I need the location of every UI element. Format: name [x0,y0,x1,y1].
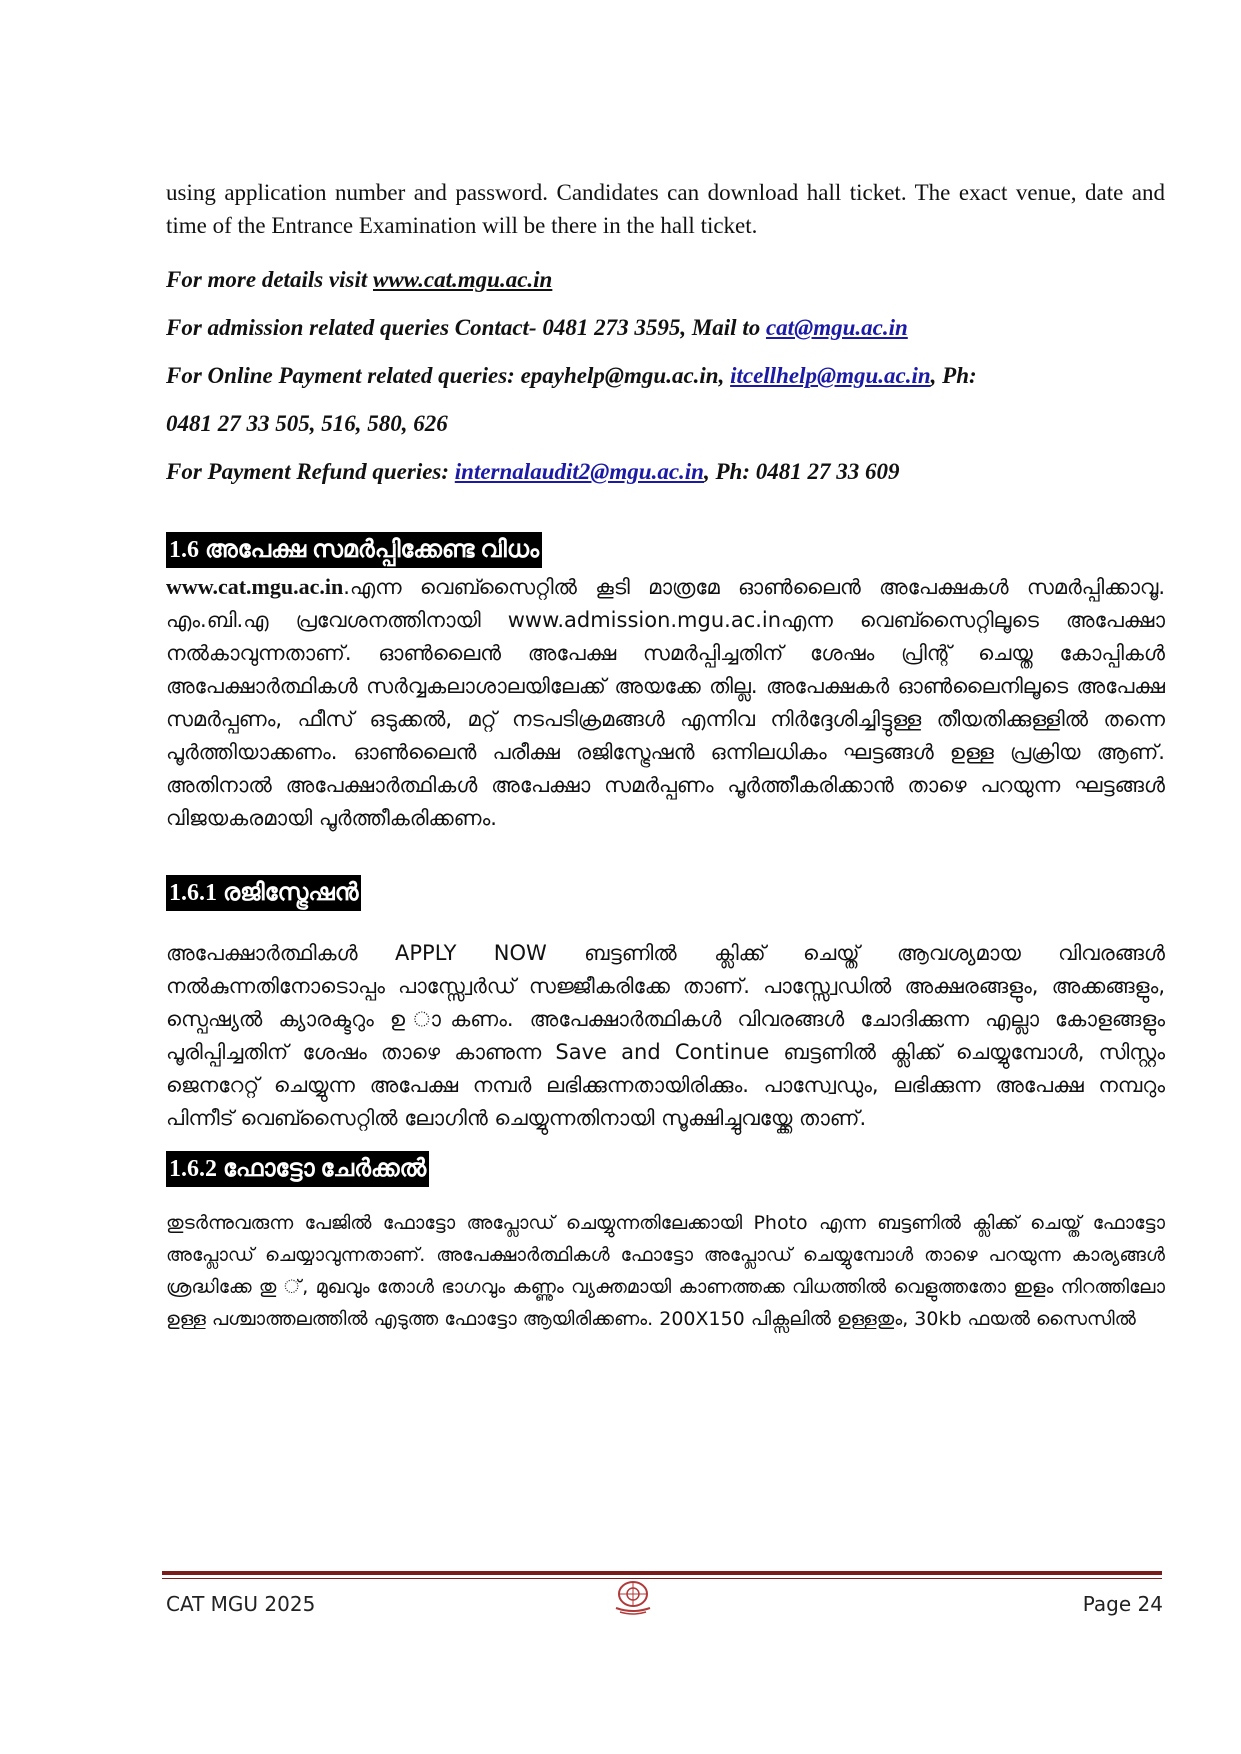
footer-title: CAT MGU 2025 [166,1592,316,1616]
section-1-6-heading-wrap [166,532,1165,568]
payment-prefix: For Online Payment related queries: epayhelp@mgu.ac.in, [166,363,731,388]
section-1-6-2-heading: 1.6.2 ഫോട്ടോ ചേർക്കൽ [166,1151,429,1187]
section-1-6-lead: www.cat.mgu.ac.in [166,574,344,599]
details-link[interactable]: www.cat.mgu.ac.in [373,267,553,292]
refund-email-link[interactable]: internalaudit2@mgu.ac.in [454,459,704,484]
section-1-6-1-heading: 1.6.1 രജിസ്ട്രേഷൻ [166,875,361,911]
university-emblem-icon [610,1580,656,1616]
payment-line [166,359,1165,392]
admission-prefix: For admission related queries Contact- 0481 273 3595, Mail to [166,315,766,340]
section-1-6-heading: 1.6 അപേക്ഷ സമർപ്പിക്കേണ്ട വിധം [166,532,542,568]
page-content [166,176,1165,1335]
details-line [166,263,1165,296]
footer-rule-thin [162,1578,1162,1579]
admission-line [166,311,1165,344]
section-1-6-text: .എന്ന വെബ്സൈറ്റിൽ കൂടി മാത്രമേ ഓൺലൈൻ അപേക്ഷകൾ സമർപ്പിക്കാവൂ. എം.ബി.എ പ്രവേശനത്തിനായി www.admission.mgu.ac.inഎന്ന വെബ്സൈറ്റിലൂടെ അപേക്ഷാ നൽകാവുന്നതാണ്. ഓൺലൈൻ അപേക്ഷ സമർപ്പിച്ചതിന് ശേഷം പ്രിന്റ് ചെയ്ത കോപ്പികൾ അപേക്ഷാർത്ഥികൾ സർവ്വകലാശാലയിലേക്ക് അയക്കേ തില്ല. അപേക്ഷകർ ഓൺലൈനിലൂടെ അപേക്ഷ സമർപ്പണം, ഫീസ് ഒടുക്കൽ, മറ്റ് നടപടിക്രമങ്ങൾ എന്നിവ നിർദ്ദേശിച്ചിട്ടുള്ള തീയതിക്കുള്ളിൽ തന്നെ പൂർത്തിയാക്കണം. ഓൺലൈൻ പരീക്ഷ രജിസ്ട്രേഷൻ ഒന്നിലധികം ഘട്ടങ്ങൾ ഉള്ള പ്രക്രിയ ആണ്. അതിനാൽ അപേക്ഷാർത്ഥികൾ അപേക്ഷാ സമർപ്പണം പൂർത്തീകരിക്കാൻ താഴെ പറയുന്ന ഘട്ടങ്ങൾ വിജയകരമായി പൂർത്തീകരിക്കണം. [166,575,1165,830]
refund-line [166,455,1165,488]
refund-prefix: For Payment Refund queries: [166,459,455,484]
section-1-6-2-body: തുടർന്നുവരുന്ന പേജിൽ ഫോട്ടോ അപ്ലോഡ് ചെയ്യുന്നതിലേക്കായി Photo എന്ന ബട്ടണിൽ ക്ലിക്ക് ചെയ്ത് ഫോട്ടോ അപ്ലോഡ് ചെയ്യാവുന്നതാണ്. അപേക്ഷാർത്ഥികൾ ഫോട്ടോ അപ്ലോഡ് ചെയ്യുമ്പോൾ താഴെ പറയുന്ന കാര്യങ്ങൾ ശ്രദ്ധിക്കേ തു ്, മുഖവും തോൾ ഭാഗവും കണ്ണും വ്യക്തമായി കാണത്തക്ക വിധത്തിൽ വെളുത്തതോ ഇളം നിറത്തിലോ ഉള്ള പശ്ചാത്തലത്തിൽ എടുത്ത ഫോട്ടോ ആയിരിക്കണം. 200X150 പിക്സലിൽ ഉള്ളതും, 30kb ഫയൽ സൈസിൽ [166,1212,1165,1330]
refund-suffix: , Ph: 0481 27 33 609 [703,459,900,484]
payment-phones: 0481 27 33 505, 516, 580, 626 [166,411,448,436]
section-1-6-body [166,570,1165,835]
payment-email-link[interactable]: itcellhelp@mgu.ac.in [730,363,931,388]
intro-paragraph: using application number and password. Candidates can download hall ticket. The exact venue, date and time of the Entrance Examination will be there in the hall ticket. [166,180,1165,238]
section-1-6-2-heading-wrap [166,1151,1165,1187]
admission-email-link[interactable]: cat@mgu.ac.in [765,315,908,340]
section-1-6-1-body: അപേക്ഷാർത്ഥികൾ APPLY NOW ബട്ടണിൽ ക്ലിക്ക് ചെയ്ത് ആവശ്യമായ വിവരങ്ങൾ നൽകുന്നതിനോടൊപ്പം പാസ്സ്വേർഡ് സജ്ജീകരിക്കേ താണ്. പാസ്സ്വേഡിൽ അക്ഷരങ്ങളും, അക്കങ്ങളും, സ്പെഷ്യൽ ക്യാരക്ടറും ഉ ാകണം. അപേക്ഷാർത്ഥികൾ വിവരങ്ങൾ ചോദിക്കുന്ന എല്ലാ കോളങ്ങളും പൂരിപ്പിച്ചതിന് ശേഷം താഴെ കാണുന്ന Save and Continue ബട്ടണിൽ ക്ലിക്ക് ചെയ്യുമ്പോൾ, സിസ്റ്റം ജെനറേറ്റ് ചെയ്യുന്ന അപേക്ഷ നമ്പർ ലഭിക്കുന്നതായിരിക്കും. പാസ്വേഡും, ലഭിക്കുന്ന അപേക്ഷ നമ്പറും പിന്നീട് വെബ്സൈറ്റിൽ ലോഗിൻ ചെയ്യുന്നതിനായി സൂക്ഷിച്ചുവയ്ക്കേ താണ്. [166,941,1165,1130]
page-number: Page 24 [1082,1592,1163,1616]
payment-suffix: , Ph: [930,363,977,388]
details-prefix: For more details visit [166,267,373,292]
footer-rule-thick [162,1571,1162,1575]
section-1-6-1-heading-wrap [166,875,1165,911]
